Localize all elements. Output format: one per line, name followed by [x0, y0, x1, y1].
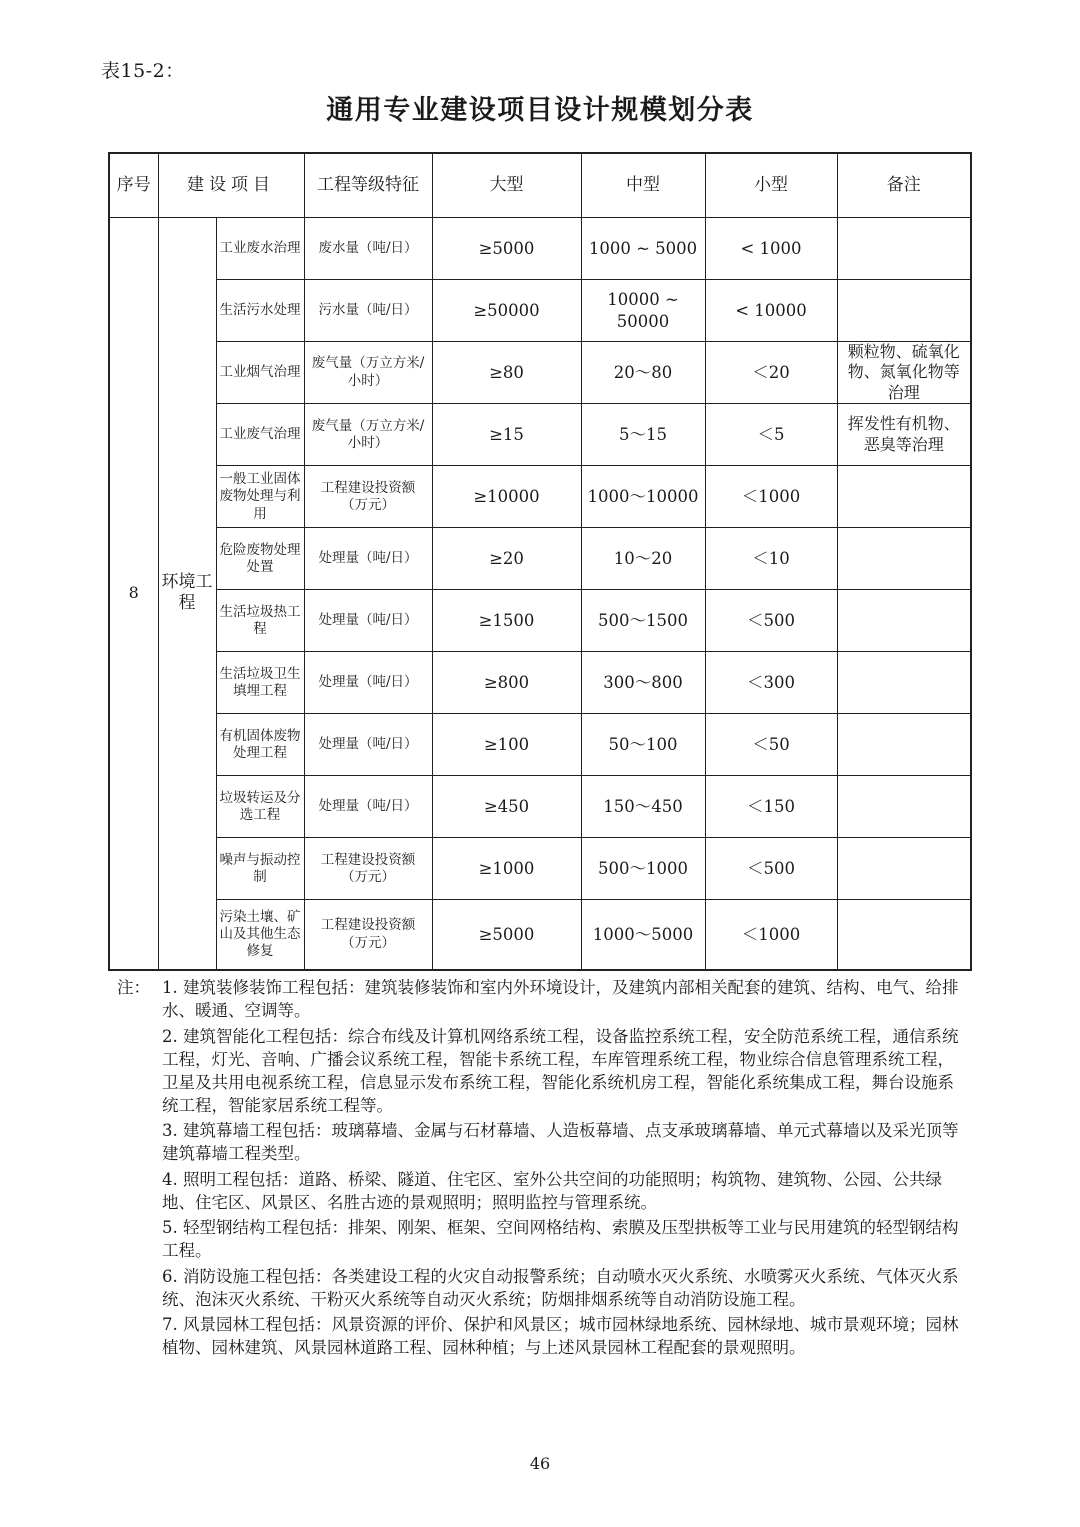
feature-cell: 污水量（吨/日） — [304, 280, 432, 342]
remark-cell: 颗粒物、硫氧化物、氮氧化物等治理 — [837, 342, 971, 404]
small-value-cell: ＜5 — [705, 404, 837, 466]
large-value-cell: ≥100 — [432, 714, 581, 776]
table-row — [109, 838, 971, 900]
large-value-cell: ≥15 — [432, 404, 581, 466]
feature-cell: 工程建设投资额（万元） — [304, 900, 432, 970]
header-large: 大型 — [432, 153, 581, 218]
group-category: 环境工程 — [158, 218, 216, 970]
feature-cell: 处理量（吨/日） — [304, 652, 432, 714]
feature-cell: 废气量（万立方米/小时） — [304, 342, 432, 404]
remark-cell — [837, 590, 971, 652]
remark-cell — [837, 714, 971, 776]
medium-value-cell: 10000 ~ 50000 — [581, 280, 705, 342]
medium-value-cell: 1000 ~ 5000 — [581, 218, 705, 280]
small-value-cell: ＜1000 — [705, 900, 837, 970]
large-value-cell: ≥20 — [432, 528, 581, 590]
project-item-cell: 一般工业固体废物处理与利用 — [216, 466, 304, 528]
note-item: 5. 轻型钢结构工程包括：排架、刚架、框架、空间网格结构、索膜及压型拱板等工业与民用建筑的轻型钢结构工程。 — [162, 1218, 959, 1260]
project-item-cell: 工业废水治理 — [216, 218, 304, 280]
feature-cell: 废气量（万立方米/小时） — [304, 404, 432, 466]
small-value-cell: ＜50 — [705, 714, 837, 776]
header-no: 序号 — [109, 153, 158, 218]
small-value-cell: ＜1000 — [705, 466, 837, 528]
note-item: 2. 建筑智能化工程包括：综合布线及计算机网络系统工程，设备监控系统工程，安全防范系统工程，通信系统工程，灯光、音响、广播会议系统工程，智能卡系统工程，车库管理系统工程，物业综合信息管理系统工程，卫星及共用电视系统工程，信息显示发布系统工程，智能化系统机房工程，智能化系统集成工程，舞台设施系统工程，智能家居系统工程等。 — [162, 1026, 959, 1115]
page-title: 通用专业建设项目设计规模划分表 — [326, 95, 754, 126]
table-row — [109, 714, 971, 776]
notes-section — [117, 976, 967, 1362]
note-item: 3. 建筑幕墙工程包括：玻璃幕墙、金属与石材幕墙、人造板幕墙、点支承玻璃幕墙、单元式幕墙以及采光顶等建筑幕墙工程类型。 — [162, 1121, 959, 1163]
large-value-cell: ≥1000 — [432, 838, 581, 900]
large-value-cell: ≥5000 — [432, 218, 581, 280]
remark-cell — [837, 652, 971, 714]
large-value-cell: ≥10000 — [432, 466, 581, 528]
table-row — [109, 652, 971, 714]
project-item-cell: 生活垃圾热工程 — [216, 590, 304, 652]
note-item: 6. 消防设施工程包括：各类建设工程的火灾自动报警系统；自动喷水灭火系统、水喷雾灭火系统、气体灭火系统、泡沫灭火系统、干粉灭火系统等自动灭火系统；防烟排烟系统等自动消防设施工程。 — [162, 1266, 959, 1309]
note-item: 4. 照明工程包括：道路、桥梁、隧道、住宅区、室外公共空间的功能照明；构筑物、建筑物、公园、公共绿地、住宅区、风景区、名胜古迹的景观照明；照明监控与管理系统。 — [162, 1169, 942, 1212]
small-value-cell: ＜500 — [705, 838, 837, 900]
small-value-cell: ＜500 — [705, 590, 837, 652]
note-item: 7. 风景园林工程包括：风景资源的评价、保护和风景区；城市园林绿地系统、园林绿地、城市景观环境；园林植物、园林建筑、风景园林道路工程、园林种植；与上述风景园林工程配套的景观照明。 — [162, 1315, 959, 1357]
feature-cell: 废水量（吨/日） — [304, 218, 432, 280]
small-value-cell: ＜10 — [705, 528, 837, 590]
table-row — [109, 280, 971, 342]
remark-cell — [837, 776, 971, 838]
notes-label: 注： — [117, 978, 150, 997]
remark-cell — [837, 838, 971, 900]
header-feature: 工程等级特征 — [304, 153, 432, 218]
project-item-cell: 噪声与振动控制 — [216, 838, 304, 900]
medium-value-cell: 50～100 — [581, 714, 705, 776]
table-header-row — [109, 153, 971, 218]
project-item-cell: 工业废气治理 — [216, 404, 304, 466]
medium-value-cell: 1000～10000 — [581, 466, 705, 528]
classification-table — [108, 152, 972, 971]
remark-cell: 挥发性有机物、恶臭等治理 — [837, 404, 971, 466]
remark-cell — [837, 900, 971, 970]
feature-cell: 处理量（吨/日） — [304, 714, 432, 776]
header-remark: 备注 — [837, 153, 971, 218]
medium-value-cell: 150～450 — [581, 776, 705, 838]
feature-cell: 工程建设投资额（万元） — [304, 838, 432, 900]
table-row — [109, 900, 971, 970]
table-row — [109, 590, 971, 652]
group-number: 8 — [109, 218, 158, 970]
table-row — [109, 466, 971, 528]
medium-value-cell: 300～800 — [581, 652, 705, 714]
header-project: 建设项目 — [158, 153, 304, 218]
project-item-cell: 有机固体废物处理工程 — [216, 714, 304, 776]
small-value-cell: < 10000 — [705, 280, 837, 342]
large-value-cell: ≥5000 — [432, 900, 581, 970]
project-item-cell: 生活垃圾卫生填埋工程 — [216, 652, 304, 714]
medium-value-cell: 5～15 — [581, 404, 705, 466]
medium-value-cell: 500～1000 — [581, 838, 705, 900]
project-item-cell: 垃圾转运及分选工程 — [216, 776, 304, 838]
feature-cell: 工程建设投资额（万元） — [304, 466, 432, 528]
project-item-cell: 污染土壤、矿山及其他生态修复 — [216, 900, 304, 970]
small-value-cell: ＜20 — [705, 342, 837, 404]
remark-cell — [837, 280, 971, 342]
project-item-cell: 生活污水处理 — [216, 280, 304, 342]
notes-list — [117, 976, 967, 1359]
large-value-cell: ≥1500 — [432, 590, 581, 652]
table-row — [109, 404, 971, 466]
table-row — [109, 528, 971, 590]
small-value-cell: ＜300 — [705, 652, 837, 714]
large-value-cell: ≥800 — [432, 652, 581, 714]
note-item: 1. 建筑装修装饰工程包括：建筑装修装饰和室内外环境设计，及建筑内部相关配套的建筑、结构、电气、给排水、暖通、空调等。 — [162, 978, 959, 1020]
medium-value-cell: 20～80 — [581, 342, 705, 404]
page-number: 46 — [529, 1454, 551, 1473]
medium-value-cell: 500～1500 — [581, 590, 705, 652]
remark-cell — [837, 528, 971, 590]
header-small: 小型 — [705, 153, 837, 218]
remark-cell — [837, 466, 971, 528]
table-row — [109, 218, 971, 280]
large-value-cell: ≥80 — [432, 342, 581, 404]
large-value-cell: ≥50000 — [432, 280, 581, 342]
small-value-cell: ＜150 — [705, 776, 837, 838]
medium-value-cell: 10～20 — [581, 528, 705, 590]
remark-cell — [837, 218, 971, 280]
project-item-cell: 工业烟气治理 — [216, 342, 304, 404]
feature-cell: 处理量（吨/日） — [304, 590, 432, 652]
header-medium: 中型 — [581, 153, 705, 218]
table-row — [109, 776, 971, 838]
table-row — [109, 342, 971, 404]
small-value-cell: < 1000 — [705, 218, 837, 280]
project-item-cell: 危险废物处理处置 — [216, 528, 304, 590]
feature-cell: 处理量（吨/日） — [304, 528, 432, 590]
large-value-cell: ≥450 — [432, 776, 581, 838]
table-label: 表15-2： — [101, 60, 185, 82]
medium-value-cell: 1000～5000 — [581, 900, 705, 970]
feature-cell: 处理量（吨/日） — [304, 776, 432, 838]
